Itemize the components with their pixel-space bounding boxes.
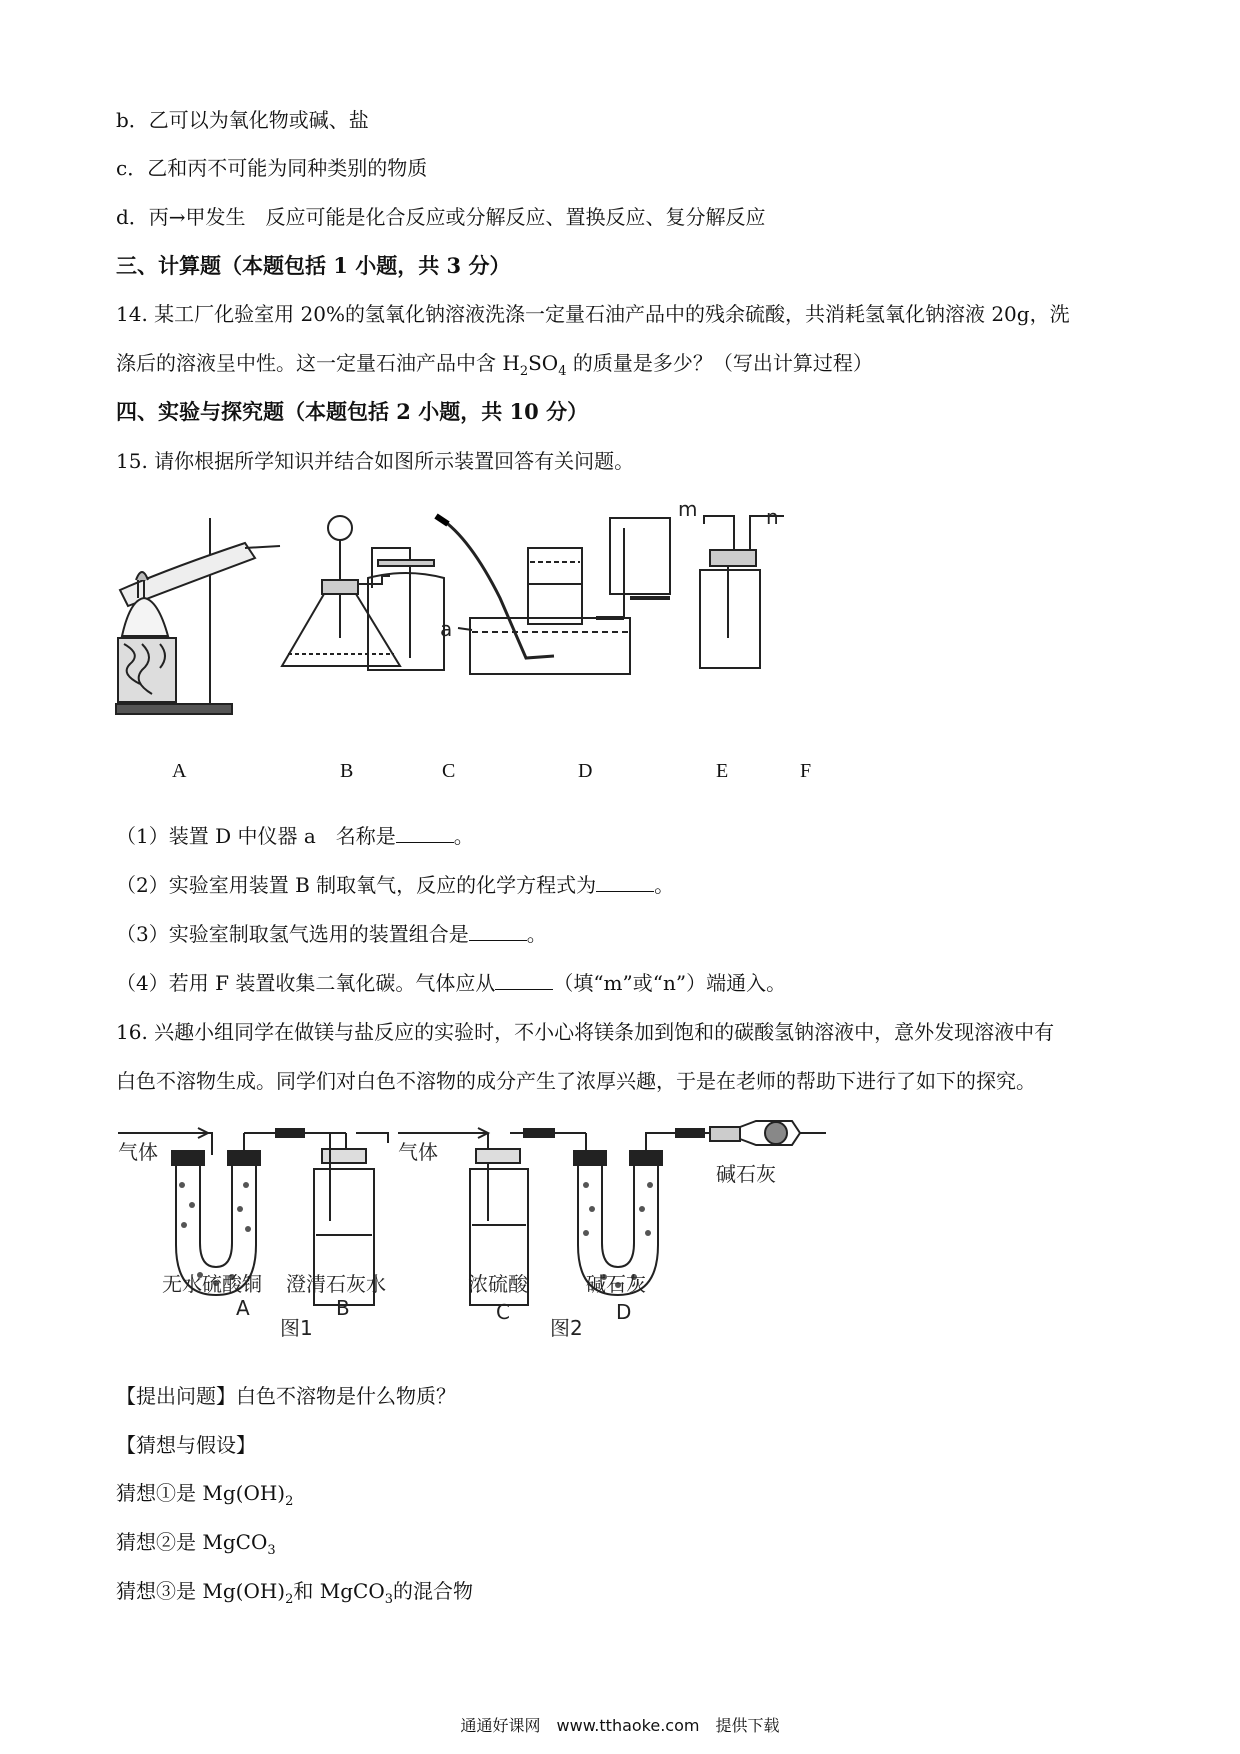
fig2-label-D: D bbox=[616, 1300, 632, 1324]
guess-3 bbox=[116, 1577, 473, 1614]
fig2-label-A: A bbox=[236, 1296, 250, 1320]
guess-3-text-c: 的混合物 bbox=[393, 1579, 473, 1603]
guess-3-sub-1: 2 bbox=[285, 1592, 294, 1607]
q15-1-end: 。 bbox=[453, 824, 474, 848]
q15-3-end: 。 bbox=[526, 922, 547, 946]
q15-3-blank[interactable] bbox=[469, 920, 527, 941]
q15-2-text: （2）实验室用装置 B 制取氧气，反应的化学方程式为 bbox=[116, 873, 597, 897]
option-c: c．乙和丙不可能为同种类别的物质 bbox=[116, 156, 428, 180]
gas-label-2: 气体 bbox=[398, 1140, 438, 1164]
gas-label-1: 气体 bbox=[118, 1140, 158, 1164]
apparatus-label-B: B bbox=[340, 760, 354, 782]
fig2-label-B: B bbox=[336, 1296, 350, 1320]
fig2-label-C: C bbox=[496, 1300, 510, 1324]
apparatus-label-A: A bbox=[172, 760, 187, 782]
option-b: b．乙可以为氧化物或碱、盐 bbox=[116, 108, 369, 132]
guess-1-sub: 2 bbox=[285, 1494, 294, 1509]
guess-3-sub-2: 3 bbox=[384, 1592, 393, 1607]
q14-line-1: 14. 某工厂化验室用 20%的氢氧化钠溶液洗涤一定量石油产品中的残余硫酸，共消耗氢氧化钠溶液 20g，洗 bbox=[116, 302, 1070, 326]
q16-line-2: 白色不溶物生成。同学们对白色不溶物的成分产生了浓厚兴趣，于是在老师的帮助下进行了如下的探究。 bbox=[116, 1069, 1036, 1093]
label-conc-sulfuric: 浓硫酸 bbox=[468, 1272, 528, 1296]
q15-part-3 bbox=[116, 920, 547, 948]
q14-sub-2: 2 bbox=[519, 364, 529, 379]
q15-1-blank[interactable] bbox=[396, 822, 454, 843]
apparatus-figure-1 bbox=[110, 497, 870, 718]
q15-part-4 bbox=[116, 969, 786, 997]
q15-2-blank[interactable] bbox=[596, 871, 654, 892]
q15-3-text: （3）实验室制取氢气选用的装置组合是 bbox=[116, 922, 469, 946]
guess-3-text-b: 和 MgCO bbox=[293, 1579, 385, 1603]
guess-3-text-a: 猜想③是 Mg(OH) bbox=[116, 1579, 286, 1603]
problem-statement: 【提出问题】白色不溶物是什么物质？ bbox=[116, 1384, 456, 1408]
apparatus-label-E: E bbox=[716, 760, 729, 782]
hypothesis-heading: 【猜想与假设】 bbox=[116, 1433, 256, 1457]
section-4-heading: 四、实验与探究题（本题包括 2 小题，共 10 分） bbox=[116, 399, 589, 424]
q15-4-end: （填“m”或“n”）端通入。 bbox=[553, 971, 787, 995]
page-footer: 通通好课网 www.tthaoke.com 提供下载 bbox=[460, 1716, 780, 1735]
q14-sub-4: 4 bbox=[558, 364, 567, 379]
q15-4-text: （4）若用 F 装置收集二氧化碳。气体应从 bbox=[116, 971, 496, 995]
q15-part-1 bbox=[116, 822, 474, 850]
q15-stem: 15. 请你根据所学知识并结合如图所示装置回答有关问题。 bbox=[116, 449, 635, 473]
apparatus-label-D: D bbox=[578, 760, 593, 782]
apparatus-label-F: F bbox=[800, 760, 812, 782]
label-anhydrous-copper-sulfate: 无水硫酸铜 bbox=[162, 1272, 262, 1296]
label-m: m bbox=[678, 497, 698, 521]
apparatus-figure-2 bbox=[116, 1125, 916, 1340]
q14-line-2 bbox=[116, 349, 873, 386]
q15-part-2 bbox=[116, 871, 674, 899]
guess-2 bbox=[116, 1528, 276, 1565]
q14-text-b: SO bbox=[528, 351, 559, 375]
q14-text-c: 的质量是多少？（写出计算过程） bbox=[566, 351, 873, 375]
guess-1 bbox=[116, 1479, 293, 1516]
q15-1-text: （1）装置 D 中仪器 a 名称是 bbox=[116, 824, 396, 848]
figure-1-caption: 图1 bbox=[280, 1316, 313, 1340]
apparatus-label-C: C bbox=[442, 760, 456, 782]
label-n: n bbox=[766, 505, 779, 529]
label-limewater: 澄清石灰水 bbox=[286, 1272, 386, 1296]
guess-2-text: 猜想②是 MgCO bbox=[116, 1530, 268, 1554]
figure-2-caption: 图2 bbox=[550, 1316, 583, 1340]
q15-2-end: 。 bbox=[654, 873, 675, 897]
option-d: d．丙→甲发生 反应可能是化合反应或分解反应、置换反应、复分解反应 bbox=[116, 205, 766, 229]
guess-2-sub: 3 bbox=[267, 1543, 276, 1558]
q14-text-a: 涤后的溶液呈中性。这一定量石油产品中含 H bbox=[116, 351, 520, 375]
label-soda-lime-tube: 碱石灰 bbox=[716, 1162, 776, 1186]
section-3-heading: 三、计算题（本题包括 1 小题，共 3 分） bbox=[116, 253, 511, 278]
q15-4-blank[interactable] bbox=[495, 969, 553, 990]
q16-line-1: 16. 兴趣小组同学在做镁与盐反应的实验时，不小心将镁条加到饱和的碳酸氢钠溶液中，意外发现溶液中有 bbox=[116, 1020, 1055, 1044]
guess-1-text: 猜想①是 Mg(OH) bbox=[116, 1481, 286, 1505]
label-soda-lime-d: 碱石灰 bbox=[586, 1272, 646, 1296]
label-a: a bbox=[440, 617, 453, 641]
